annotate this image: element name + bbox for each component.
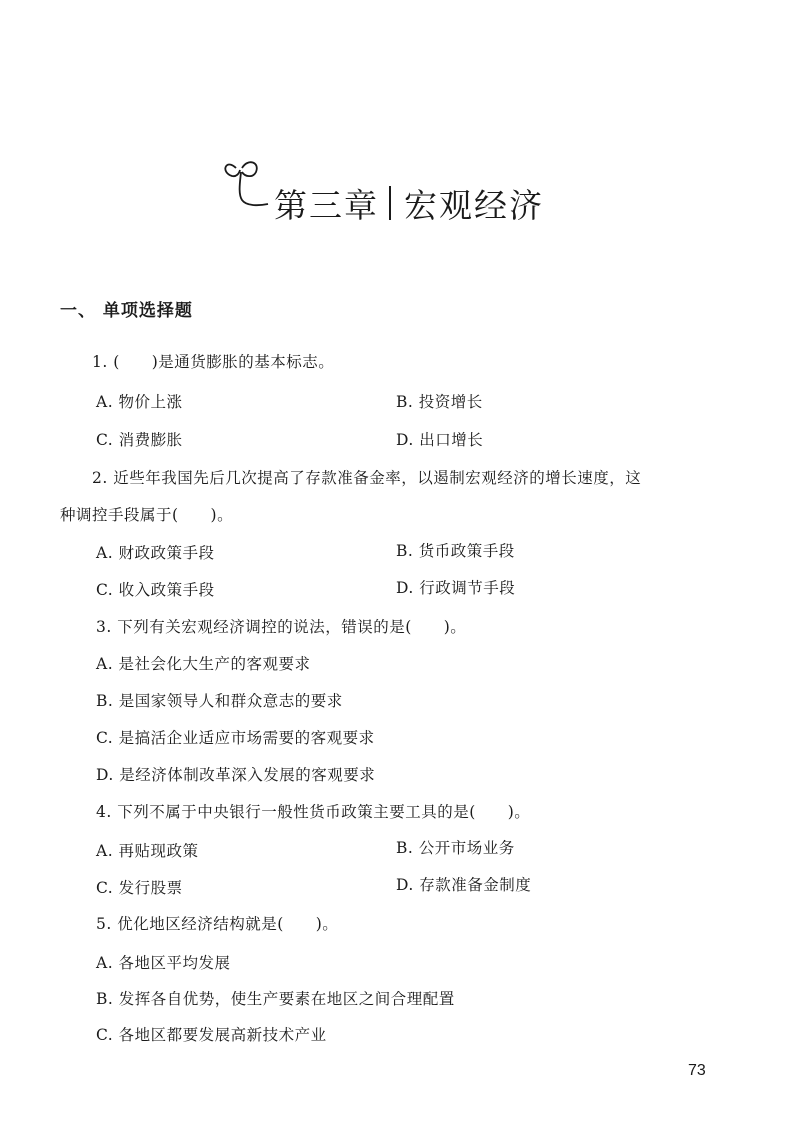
question-1-option-c: C. 消费膨胀	[96, 431, 183, 449]
question-4-text: 4. 下列不属于中央银行一般性货币政策主要工具的是( )。	[96, 803, 531, 821]
question-5-option-c: C. 各地区都要发展高新技术产业	[96, 1026, 327, 1044]
question-3-text: 3. 下列有关宏观经济调控的说法，错误的是( )。	[96, 618, 467, 636]
question-3-option-c: C. 是搞活企业适应市场需要的客观要求	[96, 729, 375, 747]
chapter-subject: 宏观经济	[404, 186, 544, 225]
chapter-divider	[389, 186, 391, 220]
question-4-option-b: B. 公开市场业务	[396, 839, 515, 857]
question-1-option-d: D. 出口增长	[396, 431, 484, 449]
question-3-option-b: B. 是国家领导人和群众意志的要求	[96, 692, 343, 710]
question-4-option-c: C. 发行股票	[96, 879, 183, 897]
sprout-icon	[218, 158, 278, 224]
question-2-option-d: D. 行政调节手段	[396, 579, 516, 597]
question-5-text: 5. 优化地区经济结构就是( )。	[96, 915, 339, 933]
question-2-text-line1: 2. 近些年我国先后几次提高了存款准备金率，以遏制宏观经济的增长速度，这	[92, 469, 642, 487]
question-4-option-d: D. 存款准备金制度	[396, 876, 532, 894]
question-5-option-b: B. 发挥各自优势，使生产要素在地区之间合理配置	[96, 990, 455, 1008]
question-2-option-a: A. 财政政策手段	[96, 544, 215, 562]
question-3-option-a: A. 是社会化大生产的客观要求	[96, 655, 311, 673]
question-1-option-b: B. 投资增长	[396, 393, 483, 411]
chapter-header	[218, 158, 578, 228]
question-3-option-d: D. 是经济体制改革深入发展的客观要求	[96, 766, 376, 784]
question-1-text: 1. ( )是通货膨胀的基本标志。	[92, 353, 335, 371]
section-heading: 一、 单项选择题	[60, 301, 193, 321]
question-2-text-line2: 种调控手段属于( )。	[60, 506, 234, 524]
question-5-option-a: A. 各地区平均发展	[96, 954, 231, 972]
chapter-title: 第三章	[274, 186, 379, 225]
question-1-option-a: A. 物价上涨	[96, 393, 183, 411]
question-2-option-b: B. 货币政策手段	[396, 542, 515, 560]
page-number: 73	[688, 1062, 706, 1079]
question-2-option-c: C. 收入政策手段	[96, 581, 215, 599]
question-4-option-a: A. 再贴现政策	[96, 842, 199, 860]
